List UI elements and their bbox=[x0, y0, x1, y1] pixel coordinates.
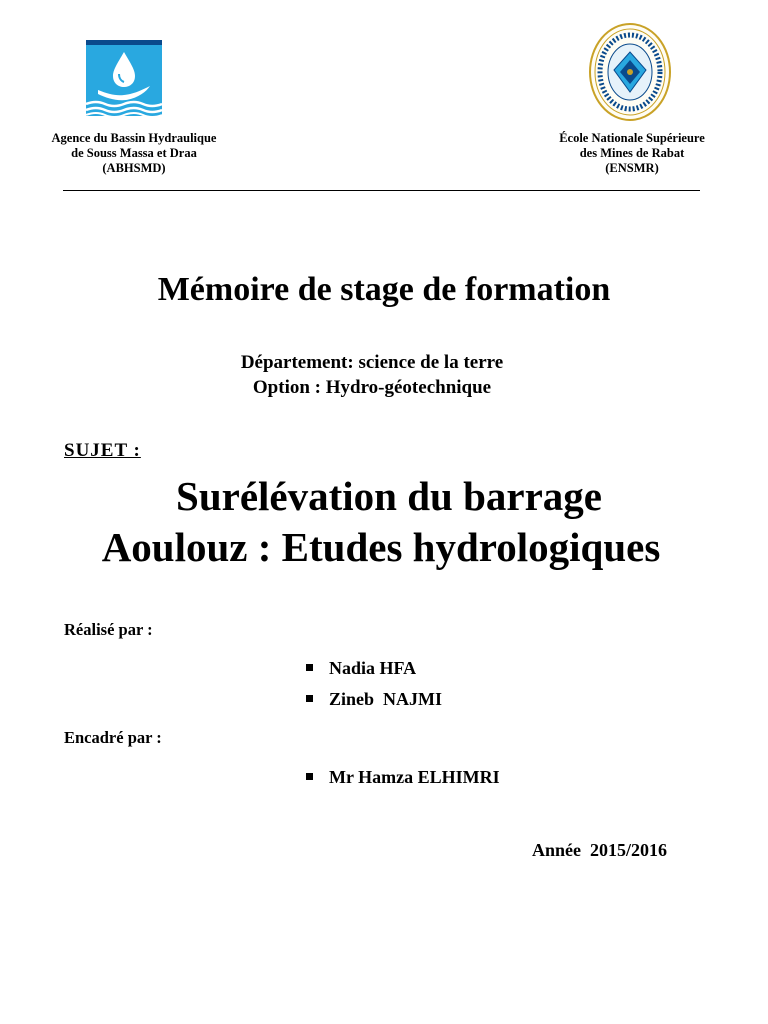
right-institution-line3: (ENSMR) bbox=[605, 161, 659, 175]
department-line: Département: science de la terre bbox=[240, 352, 504, 373]
authors-list bbox=[306, 656, 442, 718]
right-institution bbox=[532, 131, 732, 176]
bullet-square-icon bbox=[306, 695, 313, 702]
right-institution-line1: École Nationale Supérieure bbox=[559, 131, 705, 145]
author-name: Zineb NAJMI bbox=[329, 689, 443, 709]
list-item bbox=[306, 765, 500, 796]
department-block bbox=[0, 350, 744, 400]
right-institution-line2: des Mines de Rabat bbox=[579, 146, 685, 160]
subject-label: SUJET : bbox=[64, 440, 141, 461]
left-institution-line2: de Souss Massa et Draa bbox=[71, 146, 197, 160]
bullet-square-icon bbox=[306, 664, 313, 671]
left-institution bbox=[28, 131, 240, 176]
left-institution-line3: (ABHSMD) bbox=[102, 161, 166, 175]
list-item bbox=[306, 656, 442, 687]
list-item bbox=[306, 687, 442, 718]
water-drop-hand-logo-icon bbox=[86, 40, 162, 116]
bullet-square-icon bbox=[306, 773, 313, 780]
subject-line2: Aoulouz : Etudes hydrologiques bbox=[101, 524, 661, 570]
academic-year: Année 2015/2016 bbox=[532, 840, 667, 860]
abhsmd-logo bbox=[86, 40, 162, 116]
supervisors-label: Encadré par : bbox=[64, 728, 162, 747]
ensmr-seal-logo-icon bbox=[588, 22, 672, 122]
option-line: Option : Hydro-géotechnique bbox=[252, 377, 492, 398]
left-institution-line1: Agence du Bassin Hydraulique bbox=[51, 131, 217, 145]
ensmr-seal bbox=[588, 22, 672, 122]
page-title: Mémoire de stage de formation bbox=[157, 271, 611, 308]
supervisors-list bbox=[306, 765, 500, 796]
subject-line1: Surélévation du barrage bbox=[176, 473, 602, 519]
header-divider bbox=[63, 190, 700, 191]
supervisor-name: Mr Hamza ELHIMRI bbox=[329, 767, 500, 787]
subject-title bbox=[0, 471, 768, 573]
authors-label: Réalisé par : bbox=[64, 620, 153, 639]
author-name: Nadia HFA bbox=[329, 658, 417, 678]
